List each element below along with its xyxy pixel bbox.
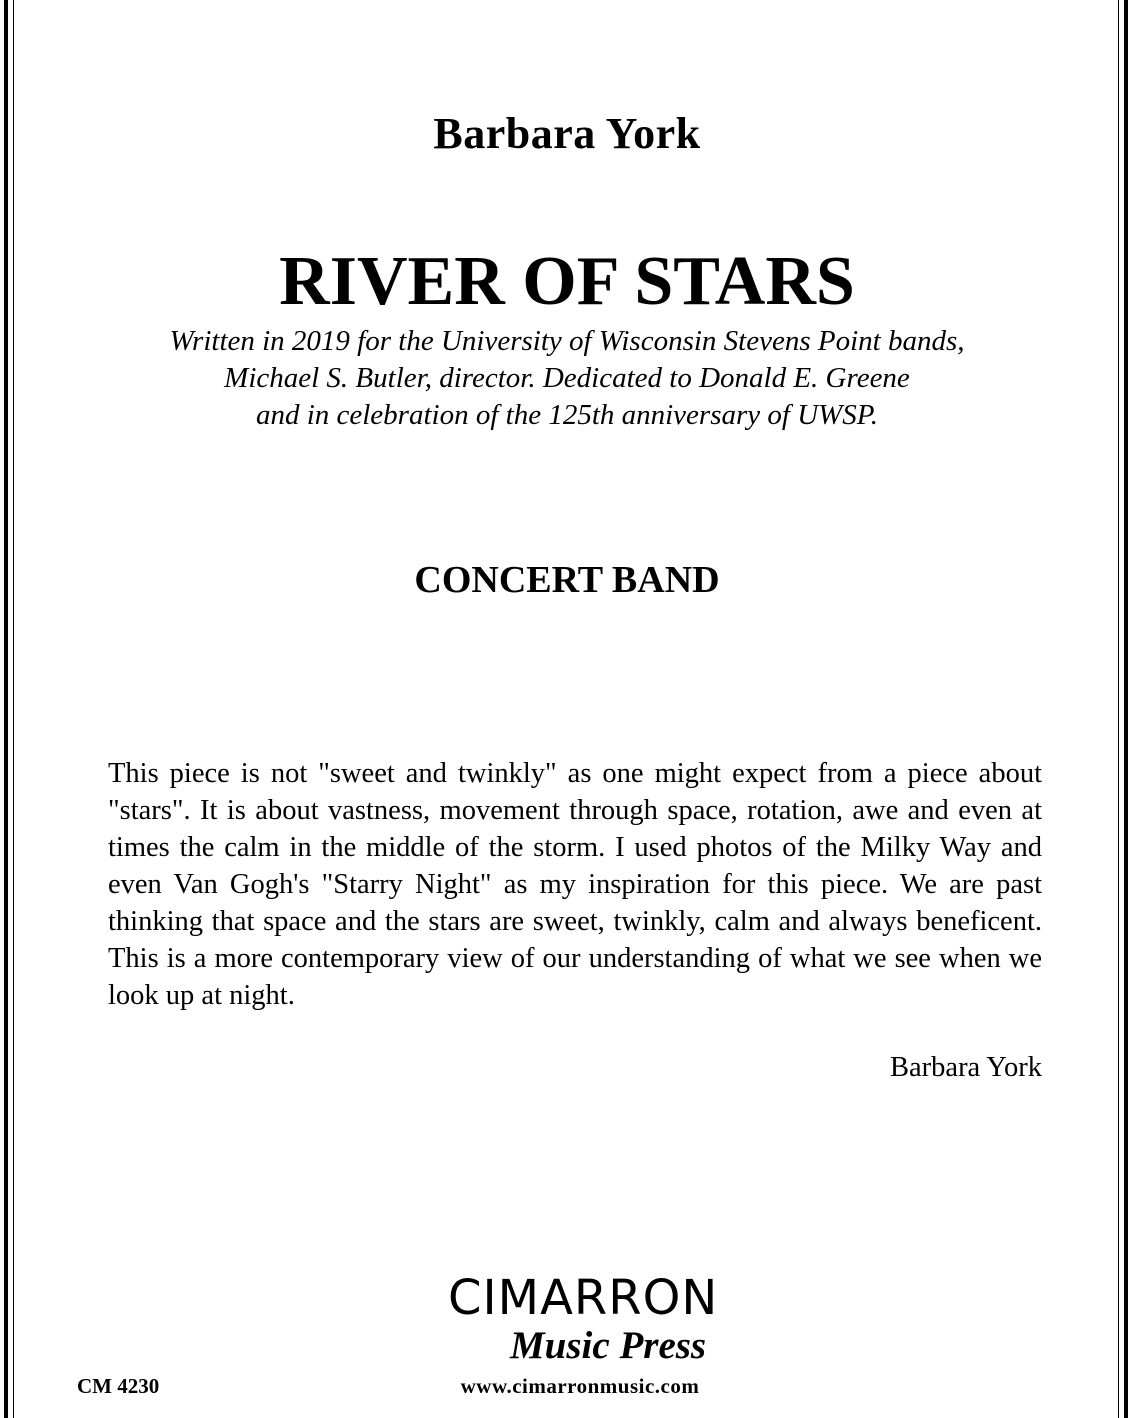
dedication-line: Written in 2019 for the University of Wisconsin Stevens Point bands, bbox=[169, 325, 965, 357]
program-notes: This piece is not "sweet and twinkly" as one might expect from a piece about "stars". It is about vastness, movement through space, rotation, awe and even at times the calm in the middle of the storm. I used photos of the Milky Way and even Van Gogh's "Starry Night" as my inspiration for this piece. We are past thinking that space and the stars are sweet, twinkly, calm and always beneficent. This is a more contemporary view of our understanding of what we see when we look up at night. bbox=[108, 758, 1042, 1011]
logo-wordmark: CIMARRON bbox=[448, 1270, 719, 1326]
notes-signature: Barbara York bbox=[890, 1052, 1042, 1083]
publisher-website: www.cimarronmusic.com bbox=[460, 1374, 700, 1398]
right-border-thin bbox=[1118, 0, 1119, 1418]
composer-name: Barbara York bbox=[433, 109, 701, 158]
catalog-number: CM 4230 bbox=[77, 1374, 160, 1398]
publisher-logo bbox=[440, 1268, 730, 1378]
left-border-thick bbox=[4, 0, 8, 1418]
instrumentation: CONCERT BAND bbox=[414, 559, 720, 601]
right-border-thick bbox=[1124, 0, 1128, 1418]
left-border-thin bbox=[13, 0, 14, 1418]
piece-title: RIVER OF STARS bbox=[279, 243, 855, 320]
dedication-line: and in celebration of the 125th anniversary of UWSP. bbox=[255, 399, 879, 431]
logo-subtitle: Music Press bbox=[510, 1324, 707, 1367]
dedication bbox=[0, 323, 1134, 434]
dedication-line: Michael S. Butler, director. Dedicated to Donald E. Greene bbox=[224, 362, 910, 394]
